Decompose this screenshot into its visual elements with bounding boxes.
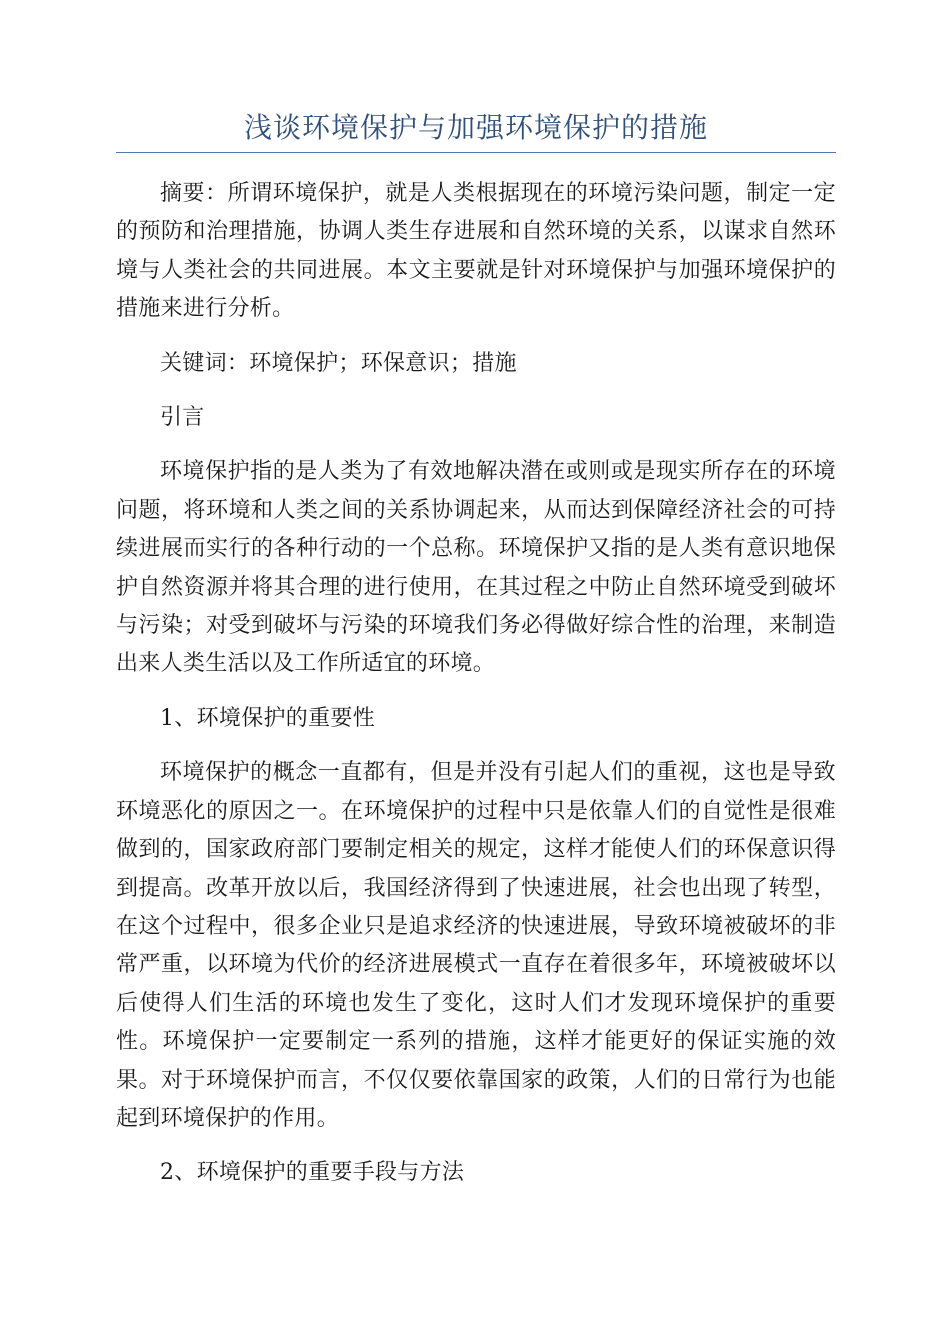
title-underline	[116, 152, 836, 153]
section1-paragraph: 环境保护的概念一直都有，但是并没有引起人们的重视，这也是导致环境恶化的原因之一。在环境保护的过程中只是依靠人们的自觉性是很难做到的，国家政府部门要制定相关的规定，这样才能使人们的环保意识得到提高。改革开放以后，我国经济得到了快速进展，社会也出现了转型，在这个过程中，很多企业只是追求经济的快速进展，导致环境被破坏的非常严重，以环境为代价的经济进展模式一直存在着很多年，环境被破坏以后使得人们生活的环境也发生了变化，这时人们才发现环境保护的重要性。环境保护一定要制定一系列的措施，这样才能更好的保证实施的效果。对于环境保护而言，不仅仅要依靠国家的政策，人们的日常行为也能起到环境保护的作用。	[116, 760, 836, 1131]
spacer	[116, 383, 836, 399]
spacer	[116, 738, 836, 754]
section2-heading: 2、环境保护的重要手段与方法	[160, 1160, 465, 1186]
keywords-line: 关键词：环境保护；环保意识；措施	[160, 350, 517, 376]
spacer	[116, 437, 836, 453]
section1-heading: 1、环境保护的重要性	[160, 705, 375, 731]
abstract-paragraph: 摘要：所谓环境保护，就是人类根据现在的环境污染问题，制定一定的预防和治理措施，协调人类生存进展和自然环境的关系，以谋求自然环境与人类社会的共同进展。本文主要就是针对环境保护与加强环境保护的措施来进行分析。	[116, 181, 836, 322]
spacer	[116, 329, 836, 345]
document-title: 浅谈环境保护与加强环境保护的措施	[243, 111, 708, 144]
spacer	[116, 684, 836, 700]
intro-heading: 引言	[160, 405, 205, 431]
document-page	[116, 108, 836, 1193]
intro-paragraph: 环境保护指的是人类为了有效地解决潜在或则或是现实所存在的环境问题，将环境和人类之间的关系协调起来，从而达到保障经济社会的可持续进展而实行的各种行动的一个总称。环境保护又指的是人类有意识地保护自然资源并将其合理的进行使用，在其过程之中防止自然环境受到破坏与污染；对受到破坏与污染的环境我们务必得做好综合性的治理，来制造出来人类生活以及工作所适宜的环境。	[116, 459, 836, 677]
spacer	[116, 1138, 836, 1154]
